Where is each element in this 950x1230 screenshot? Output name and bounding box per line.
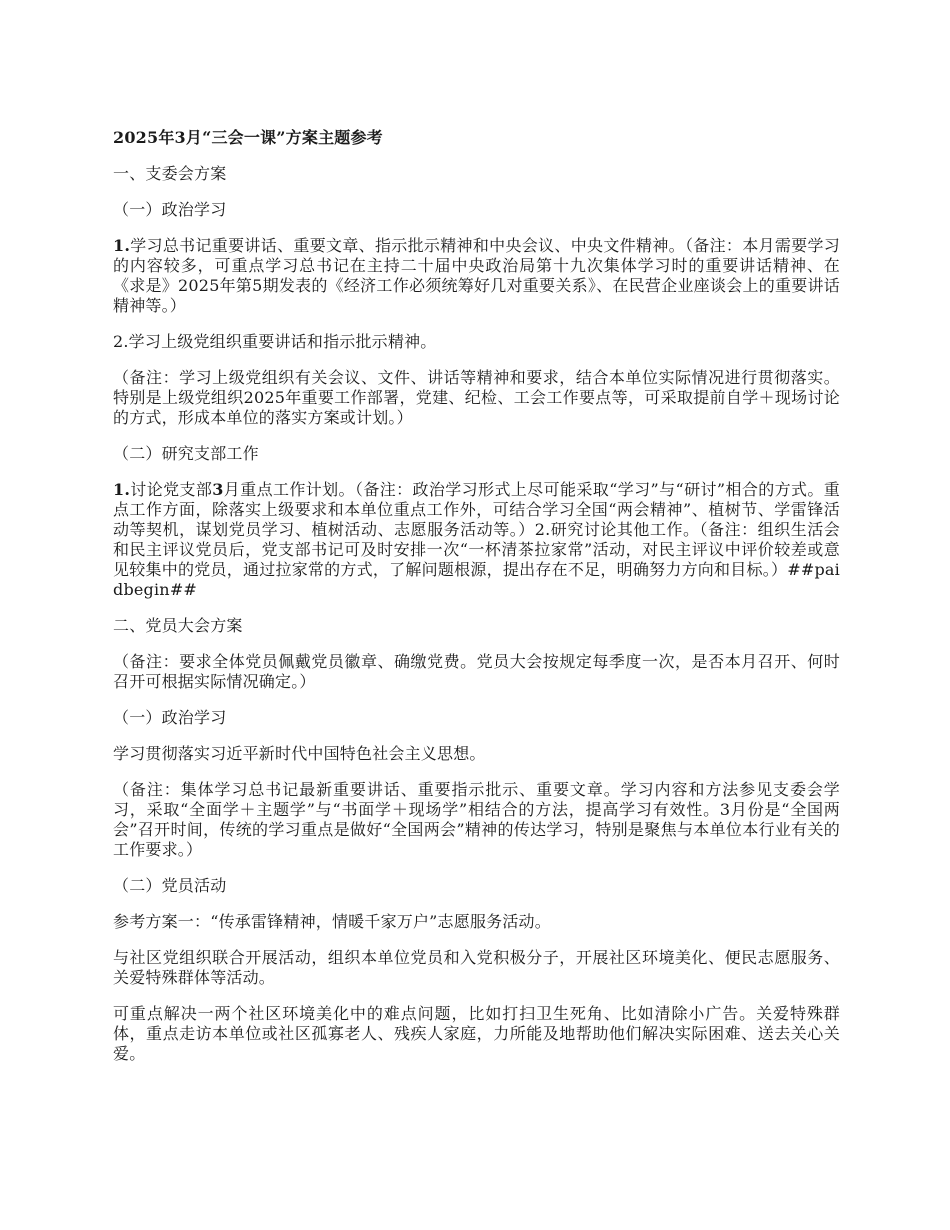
- subsection-heading-2-2: （二）党员活动: [113, 876, 227, 895]
- document-title: 2025年3月“三会一课”方案主题参考: [113, 128, 383, 147]
- paragraph-1-text: 学习总书记重要讲话、重要文章、指示批示精神和中央会议、中央文件精神。（备注：本月需要学习的内容较多，可重点学习总书记在主持二十届中央政治局第十九次集体学习时的重要讲话精神、在《求是》2025年第5期发表的《经济工作必须统筹好几对重要关系》、在民营企业座谈会上的重要讲话精神等。）: [113, 236, 840, 315]
- paragraph-10: 可重点解决一两个社区环境美化中的难点问题，比如打扫卫生死角、比如清除小广告。关爱特殊群体，重点走访本单位或社区孤寡老人、残疾人家庭，力所能及地帮助他们解决实际困难、送去关心关爱。: [113, 1004, 840, 1063]
- document-page: [113, 128, 840, 1080]
- section-heading-1: 一、支委会方案: [113, 164, 227, 183]
- section-heading-2: 二、党员大会方案: [113, 616, 243, 635]
- paragraph-4-bold-number: 3: [212, 480, 224, 499]
- paragraph-7: （备注：集体学习总书记最新重要讲话、重要指示批示、重要文章。学习内容和方法参见支委会学习，采取“全面学＋主题学”与“书面学＋现场学”相结合的方法，提高学习有效性。3月份是“全国两会”召开时间，传统的学习重点是做好“全国两会”精神的传达学习，特别是聚焦与本单位本行业有关的工作要求。）: [113, 780, 840, 859]
- paragraph-5: （备注：要求全体党员佩戴党员徽章、确缴党费。党员大会按规定每季度一次，是否本月召开、何时召开可根据实际情况确定。）: [113, 652, 840, 691]
- paragraph-1-number: 1.: [113, 236, 131, 255]
- paragraph-3: （备注：学习上级党组织有关会议、文件、讲话等精神和要求，结合本单位实际情况进行贯彻落实。特别是上级党组织2025年重要工作部署，党建、纪检、工会工作要点等，可采取提前自学＋现场讨论的方式，形成本单位的落实方案或计划。）: [113, 368, 840, 427]
- paragraph-6: 学习贯彻落实习近平新时代中国特色社会主义思想。: [113, 744, 486, 763]
- paragraph-4-number: 1.: [113, 480, 131, 499]
- paragraph-8: 参考方案一：“传承雷锋精神，情暖千家万户”志愿服务活动。: [113, 912, 551, 931]
- subsection-heading-1-1: （一）政治学习: [113, 200, 227, 219]
- paragraph-2: 2.学习上级党组织重要讲话和指示批示精神。: [113, 332, 437, 351]
- paragraph-4-text-b: 月重点工作计划。（备注：政治学习形式上尽可能采取“学习”与“研讨”相合的方式。重点工作方面，除落实上级要求和本单位重点工作外，可结合学习全国“两会精神”、植树节、学雷锋活动等契机，谋划党员学习、植树活动、志愿服务活动等。）2.研究讨论其他工作。（备注：组织生活会和民主评议党员后，党支部书记可及时安排一次“一杯清茶拉家常”活动，对民主评议中评价较差或意见较集中的党员，通过拉家常的方式，了解问题根源，提出存在不足，明确努力方向和目标。）##paidbegin##: [113, 480, 840, 599]
- subsection-heading-1-2: （二）研究支部工作: [113, 444, 259, 463]
- paragraph-4-text-a: 讨论党支部: [130, 480, 213, 499]
- paragraph-9: 与社区党组织联合开展活动，组织本单位党员和入党积极分子，开展社区环境美化、便民志愿服务、关爱特殊群体等活动。: [113, 948, 840, 987]
- paragraph-4: [113, 480, 840, 600]
- subsection-heading-2-1: （一）政治学习: [113, 708, 227, 727]
- paragraph-1: [113, 236, 840, 316]
